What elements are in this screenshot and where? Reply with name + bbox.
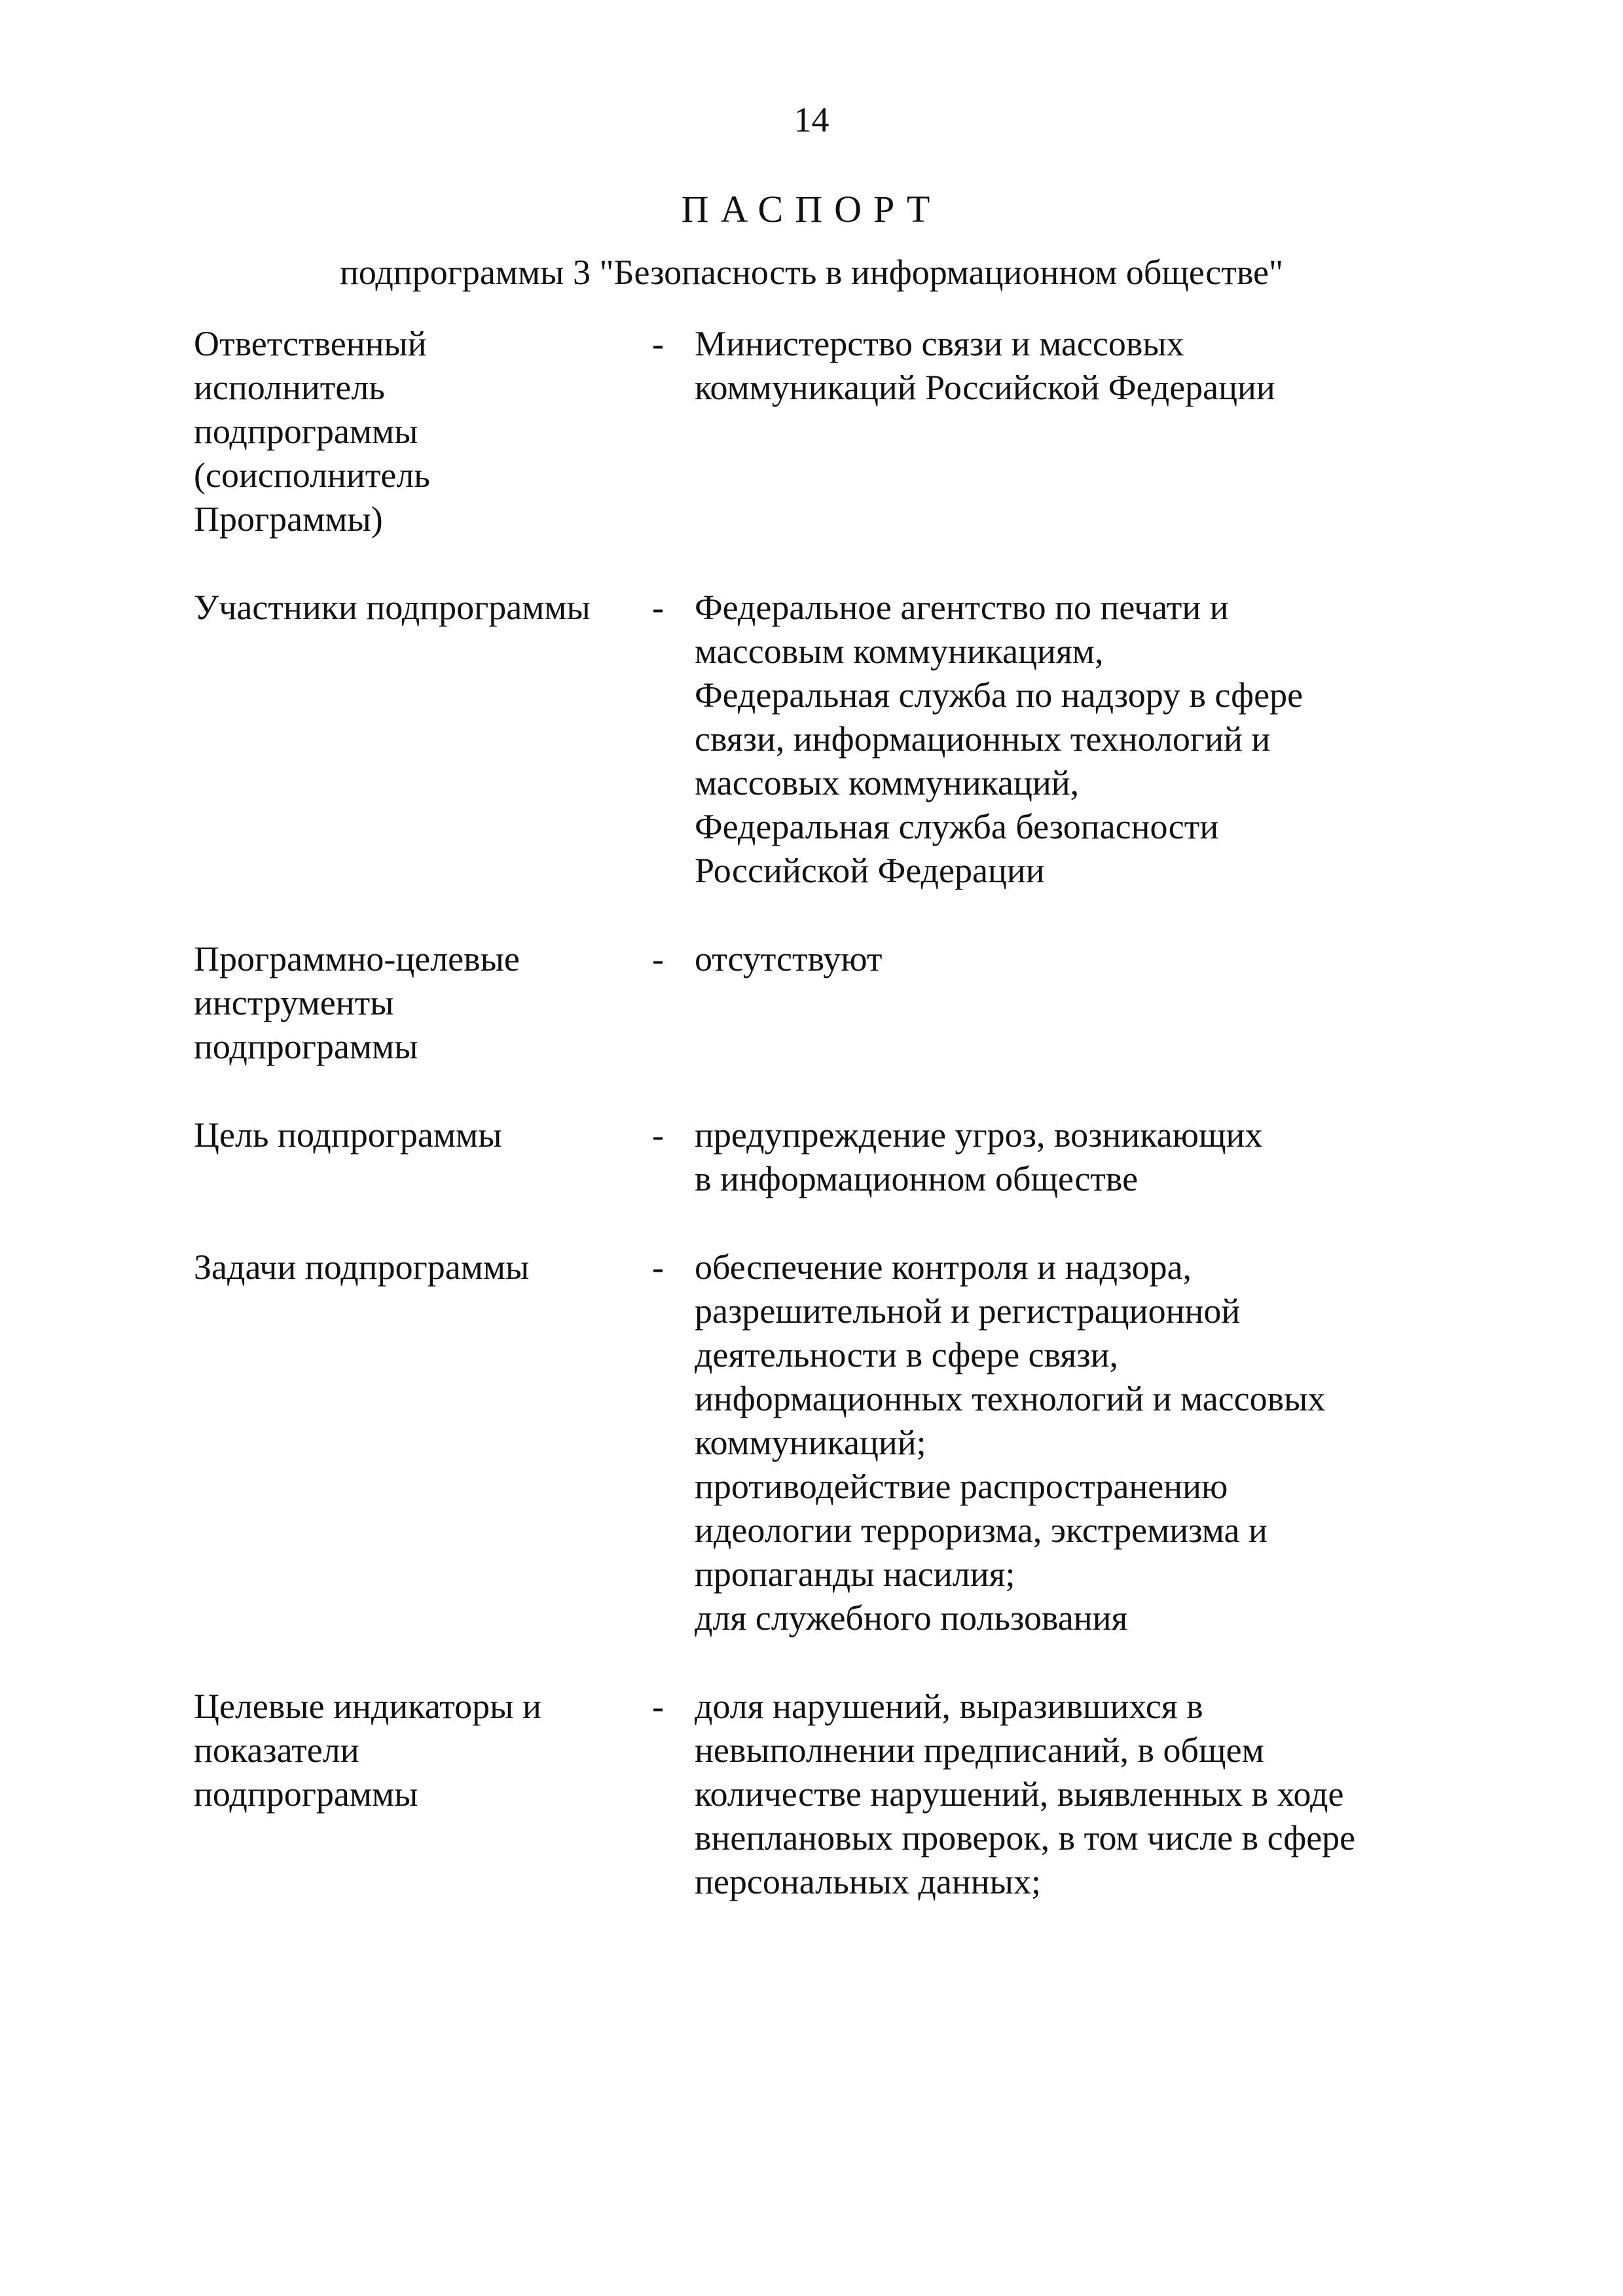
row-value bbox=[695, 1113, 1438, 1201]
row-label-line: подпрограммы bbox=[194, 1027, 418, 1066]
row-value-line: Федеральная служба безопасности bbox=[695, 807, 1219, 846]
row-value-line: массовым коммуникациям, bbox=[695, 632, 1104, 671]
row-value-line: деятельности в сфере связи, bbox=[695, 1335, 1118, 1374]
row-label-line: исполнитель bbox=[194, 368, 385, 407]
row-label bbox=[194, 1685, 652, 1816]
row-dash: - bbox=[652, 1115, 664, 1155]
row-value bbox=[695, 322, 1438, 410]
row-value-line: связи, информационных технологий и bbox=[695, 719, 1271, 759]
row-value-line: Российской Федерации bbox=[695, 851, 1045, 890]
row-label-line: Задачи подпрограммы bbox=[194, 1247, 530, 1287]
row-value-line: невыполнении предписаний, в общем bbox=[695, 1731, 1264, 1770]
row-value-line: в информационном обществе bbox=[695, 1159, 1139, 1198]
row-value-line: противодействие распространению bbox=[695, 1467, 1228, 1506]
row-value-line: количестве нарушений, выявленных в ходе bbox=[695, 1774, 1344, 1814]
row-value-line: предупреждение угроз, возникающих bbox=[695, 1115, 1263, 1155]
row-value-line: обеспечение контроля и надзора, bbox=[695, 1247, 1192, 1287]
row-value-line: коммуникаций; bbox=[695, 1423, 926, 1462]
row-value bbox=[695, 937, 1438, 981]
row-label-line: Ответственный bbox=[194, 324, 427, 363]
row-dash: - bbox=[652, 588, 664, 627]
document-subtitle: подпрограммы 3 "Безопасность в информационном обществе" bbox=[339, 253, 1284, 292]
row-value-line: персональных данных; bbox=[695, 1862, 1041, 1901]
row-dash: - bbox=[652, 1247, 664, 1287]
row-label-line: показатели bbox=[194, 1731, 359, 1770]
row-value-line: массовых коммуникаций, bbox=[695, 763, 1080, 802]
row-label bbox=[194, 1246, 652, 1289]
row-dash: - bbox=[652, 1687, 664, 1726]
row-label bbox=[194, 1113, 652, 1157]
row-value-line: отсутствуют bbox=[695, 939, 883, 978]
row-label-line: подпрограммы bbox=[194, 1774, 418, 1814]
row-dash: - bbox=[652, 939, 664, 978]
row-label-line: Участники подпрограммы bbox=[194, 588, 591, 627]
row-value bbox=[695, 1246, 1438, 1640]
row-dash: - bbox=[652, 324, 664, 363]
passport-row bbox=[194, 1685, 1438, 1904]
row-value-line: для служебного пользования bbox=[695, 1598, 1128, 1638]
row-label-line: Программы) bbox=[194, 499, 383, 539]
row-value-line: разрешительной и регистрационной bbox=[695, 1291, 1241, 1331]
passport-row bbox=[194, 322, 1438, 541]
row-value-line: идеологии терроризма, экстремизма и bbox=[695, 1511, 1267, 1550]
row-value bbox=[695, 586, 1438, 893]
row-label-line: (соисполнитель bbox=[194, 456, 430, 495]
page-number: 14 bbox=[793, 100, 830, 139]
row-value-line: информационных технологий и массовых bbox=[695, 1379, 1326, 1418]
document-title: ПАСПОРТ bbox=[681, 188, 942, 230]
row-label bbox=[194, 937, 652, 1069]
row-value-line: доля нарушений, выразившихся в bbox=[695, 1687, 1203, 1726]
row-label-line: Целевые индикаторы и bbox=[194, 1687, 541, 1726]
row-value bbox=[695, 1685, 1438, 1904]
row-value-line: Министерство связи и массовых bbox=[695, 324, 1184, 363]
row-label-line: Цель подпрограммы bbox=[194, 1115, 502, 1155]
row-label-line: Программно-целевые bbox=[194, 939, 520, 978]
row-value-line: коммуникаций Российской Федерации bbox=[695, 368, 1275, 407]
passport-row bbox=[194, 586, 1438, 893]
row-value-line: Федеральное агентство по печати и bbox=[695, 588, 1229, 627]
row-value-line: пропаганды насилия; bbox=[695, 1554, 1015, 1594]
row-label-line: подпрограммы bbox=[194, 412, 418, 451]
passport-table bbox=[194, 322, 1438, 1948]
row-label-line: инструменты bbox=[194, 983, 394, 1022]
row-label bbox=[194, 322, 652, 541]
row-value-line: Федеральная служба по надзору в сфере bbox=[695, 675, 1304, 715]
passport-row bbox=[194, 937, 1438, 1069]
row-value-line: внеплановых проверок, в том числе в сфере bbox=[695, 1818, 1356, 1857]
passport-row bbox=[194, 1246, 1438, 1640]
row-label bbox=[194, 586, 652, 630]
passport-row bbox=[194, 1113, 1438, 1201]
